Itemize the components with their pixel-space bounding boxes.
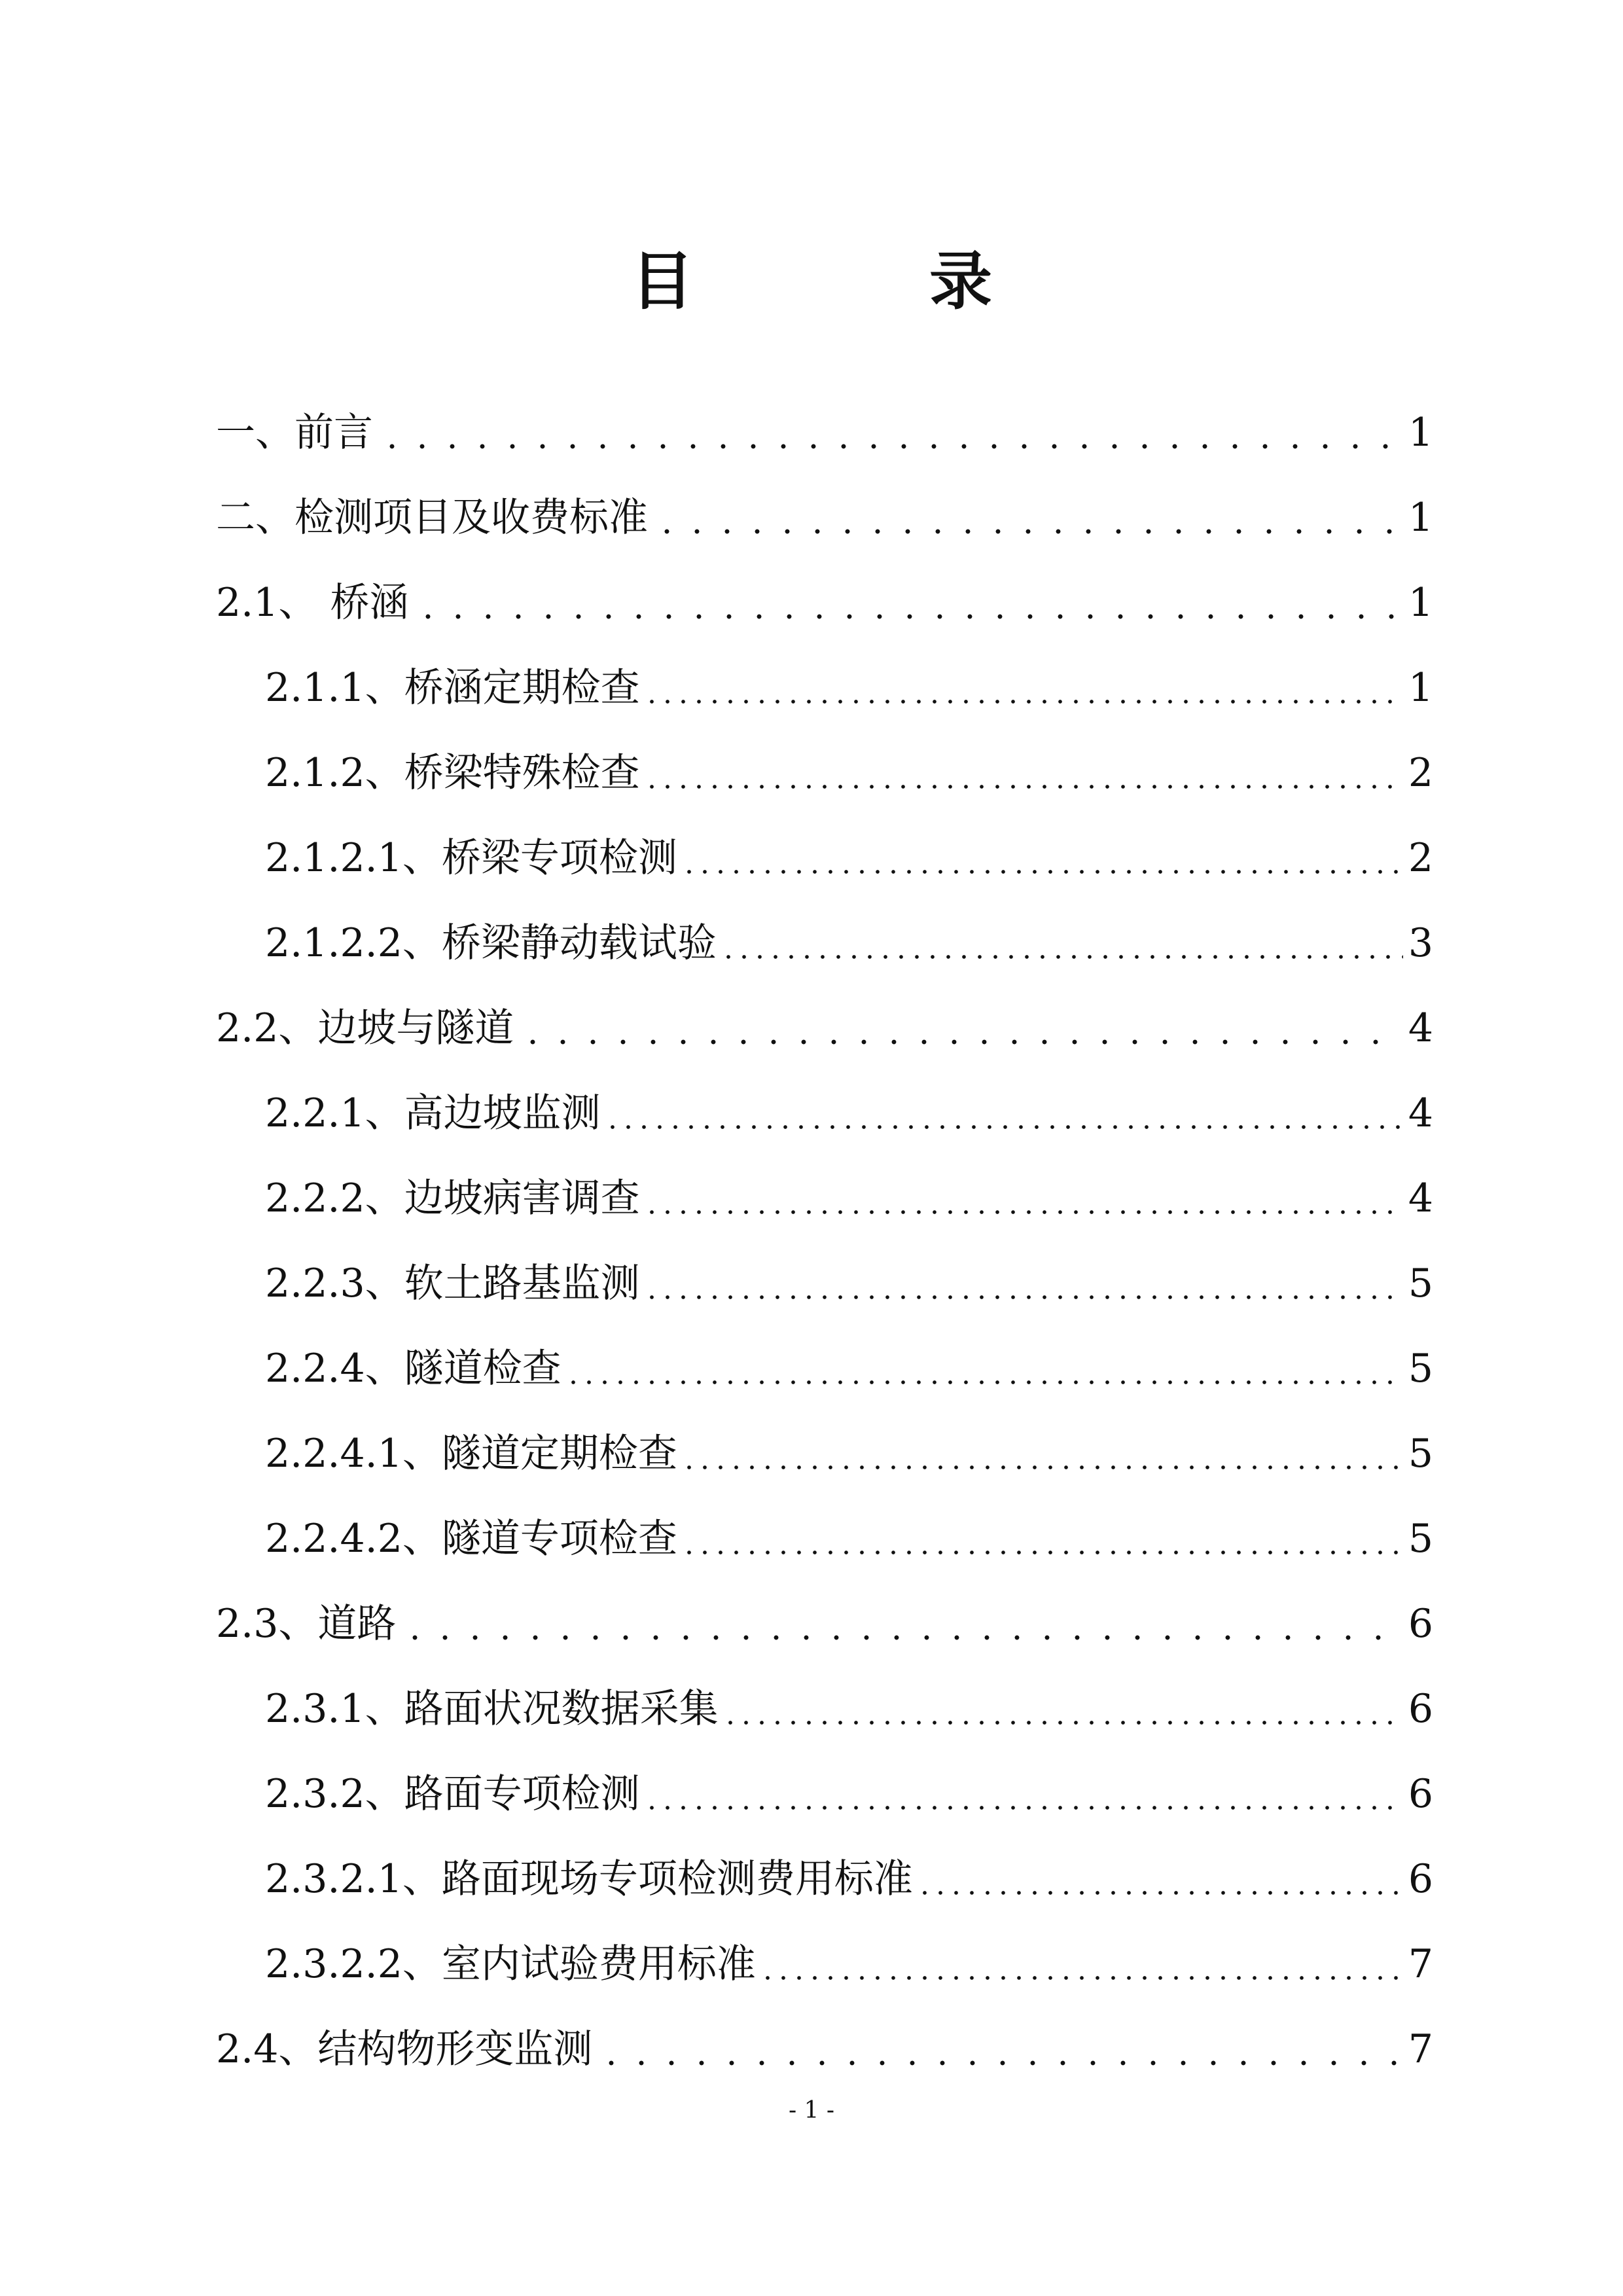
dot-leader (377, 390, 1403, 475)
toc-entry[interactable] (216, 901, 1433, 986)
toc-entry-text: 2.2.2、边坡病害调查 (265, 1175, 640, 1221)
toc-entry[interactable] (216, 475, 1433, 560)
toc-page-number: 1 (1408, 665, 1433, 711)
dot-leader (400, 1581, 1402, 1666)
toc-page-number: 5 (1408, 1346, 1433, 1391)
toc-page-number: 4 (1408, 1090, 1433, 1136)
toc-entry[interactable] (216, 1581, 1433, 1666)
toc-entry-text: 一、前言 (216, 410, 373, 456)
toc-page-number: 5 (1408, 1261, 1433, 1306)
toc-entry[interactable] (216, 1071, 1433, 1156)
toc-entry-text: 2.2.3、软土路基监测 (265, 1261, 640, 1306)
toc-entry[interactable] (216, 645, 1433, 730)
toc-page-number: 4 (1408, 1005, 1433, 1051)
toc-entry[interactable] (216, 1326, 1433, 1411)
dot-leader (917, 1837, 1403, 1922)
dot-leader (760, 1922, 1403, 2007)
toc-page-number: 6 (1408, 1601, 1433, 1647)
page-footer: - 1 - (788, 2097, 835, 2124)
dot-leader (413, 560, 1403, 645)
toc-entry[interactable] (216, 986, 1433, 1071)
toc-title-char: 录 (929, 245, 992, 318)
toc-entry-text: 2.3、道路 (216, 1601, 397, 1647)
toc-page-number: 2 (1408, 835, 1433, 881)
dot-leader (644, 1241, 1403, 1326)
toc-entry-text: 2.1.2、桥梁特殊检查 (265, 750, 640, 796)
toc-entry-text: 2.2、边坡与隧道 (216, 1005, 514, 1051)
toc-entry-text: 2.4、结构物形变监测 (216, 2026, 593, 2072)
toc-title-char: 目 (631, 245, 694, 318)
dot-leader (722, 1666, 1403, 1751)
toc-page-number: 1 (1408, 410, 1433, 456)
toc-entry[interactable] (216, 816, 1433, 901)
toc-entry-text: 2.2.4、隧道检查 (265, 1346, 562, 1391)
toc-entry-text: 2.1.2.1、桥梁专项检测 (265, 835, 677, 881)
dot-leader (721, 901, 1403, 986)
toc-entry[interactable] (216, 1156, 1433, 1241)
toc-page-number: 5 (1408, 1431, 1433, 1477)
toc-entry[interactable] (216, 1922, 1433, 2007)
toc-entry-text: 2.3.2、路面专项检测 (265, 1771, 640, 1817)
toc-title (0, 236, 1623, 327)
dot-leader (681, 1496, 1403, 1581)
toc-entry-text: 2.1、 桥涵 (216, 580, 409, 626)
toc-page-number: 3 (1408, 920, 1433, 966)
toc-entry[interactable] (216, 1666, 1433, 1751)
toc-page-number: 7 (1408, 2026, 1433, 2072)
toc-entry[interactable] (216, 390, 1433, 475)
toc-page-number: 7 (1408, 1941, 1433, 1987)
table-of-contents (216, 390, 1433, 2092)
toc-page-number: 2 (1408, 750, 1433, 796)
toc-page-number: 4 (1408, 1175, 1433, 1221)
dot-leader (644, 645, 1403, 730)
toc-entry-text: 2.1.2.2、桥梁静动载试验 (265, 920, 717, 966)
toc-entry[interactable] (216, 560, 1433, 645)
toc-entry-text: 2.1.1、桥涵定期检查 (265, 665, 640, 711)
toc-page-number: 1 (1408, 495, 1433, 541)
toc-page-number: 6 (1408, 1686, 1433, 1732)
dot-leader (596, 2007, 1402, 2092)
dot-leader (565, 1326, 1403, 1411)
toc-entry-text: 2.3.1、路面状况数据采集 (265, 1686, 719, 1732)
toc-page-number: 1 (1408, 580, 1433, 626)
toc-page-number: 6 (1408, 1771, 1433, 1817)
dot-leader (518, 986, 1402, 1071)
toc-entry[interactable] (216, 1751, 1433, 1837)
dot-leader (605, 1071, 1403, 1156)
toc-entry-text: 2.2.4.1、隧道定期检查 (265, 1431, 677, 1477)
toc-entry-text: 2.3.2.2、室内试验费用标准 (265, 1941, 756, 1987)
toc-entry[interactable] (216, 730, 1433, 816)
toc-entry-text: 2.2.4.2、隧道专项检查 (265, 1516, 677, 1562)
toc-entry-text: 二、检测项目及收费标准 (216, 495, 648, 541)
dot-leader (644, 730, 1403, 816)
dot-leader (644, 1156, 1403, 1241)
toc-entry-text: 2.3.2.1、路面现场专项检测费用标准 (265, 1856, 913, 1902)
dot-leader (644, 1751, 1403, 1837)
toc-entry[interactable] (216, 1837, 1433, 1922)
toc-entry[interactable] (216, 2007, 1433, 2092)
dot-leader (681, 816, 1403, 901)
toc-page-number: 5 (1408, 1516, 1433, 1562)
toc-page-number: 6 (1408, 1856, 1433, 1902)
toc-entry-text: 2.2.1、高边坡监测 (265, 1090, 601, 1136)
dot-leader (652, 475, 1403, 560)
dot-leader (681, 1411, 1403, 1496)
toc-entry[interactable] (216, 1241, 1433, 1326)
toc-entry[interactable] (216, 1496, 1433, 1581)
toc-entry[interactable] (216, 1411, 1433, 1496)
